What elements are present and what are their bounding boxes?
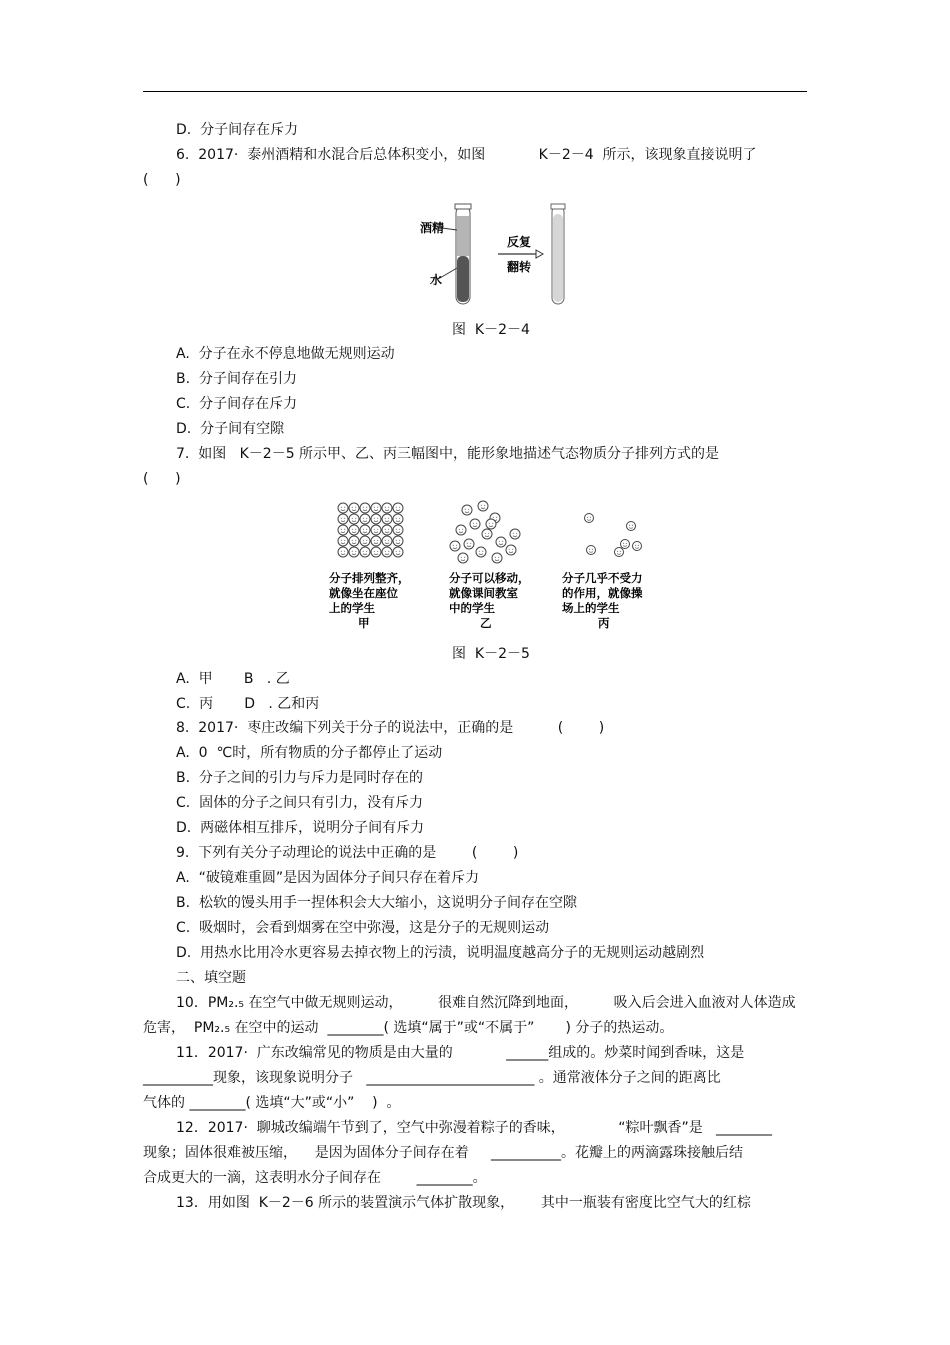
molecule-icon xyxy=(510,529,520,539)
yi-label: 乙 xyxy=(480,616,492,630)
options-q7-ab: A. 甲 B . 乙 xyxy=(176,671,290,687)
molecule-icon xyxy=(371,503,381,513)
question-8-stem: 8. 2017· 枣庄改编下列关于分子的说法中，正确的是 ( ) xyxy=(176,720,605,736)
molecule-icon xyxy=(621,540,630,549)
molecule-icon xyxy=(462,505,472,515)
molecule-icon xyxy=(371,536,381,546)
molecule-icon xyxy=(338,547,348,557)
molecule-icon xyxy=(382,503,392,513)
option-q8-a: A. 0 ℃时，所有物质的分子都停止了运动 xyxy=(176,745,443,761)
option-q6-a: A. 分子在永不停息地做无规则运动 xyxy=(176,346,395,362)
option-q8-b: B. 分子之间的引力与斥力是同时存在的 xyxy=(176,770,423,786)
figure-k-2-5 xyxy=(325,498,665,638)
bing-text-3: 场上的学生 xyxy=(562,601,620,615)
bing-text-1: 分子几乎不受力 xyxy=(562,571,643,585)
jia-text-1: 分子排列整齐， xyxy=(329,571,410,585)
molecules-liquid-arrangement xyxy=(450,501,520,563)
molecule-icon xyxy=(382,536,392,546)
question-11-line-3: 气体的 ________( 选填“大”或“小” ) 。 xyxy=(143,1095,401,1111)
molecule-icon xyxy=(496,537,506,547)
label-water: 水 xyxy=(430,273,443,287)
molecule-icon xyxy=(338,514,348,524)
molecule-icon xyxy=(349,547,359,557)
molecule-icon xyxy=(338,503,348,513)
molecule-icon xyxy=(371,525,381,535)
figure-k-2-4 xyxy=(412,200,582,308)
molecule-icon xyxy=(371,514,381,524)
molecule-icon xyxy=(450,541,460,551)
molecule-icon xyxy=(349,503,359,513)
molecule-icon xyxy=(360,503,370,513)
molecule-icon xyxy=(587,546,596,555)
molecule-icon xyxy=(633,542,642,551)
molecule-icon xyxy=(456,525,466,535)
question-11-line-1: 11．2017· 广东改编常见的物质是由大量的 ______组成的。炒菜时闻到香味，这是 xyxy=(176,1045,745,1061)
yi-text-3: 中的学生 xyxy=(449,601,495,615)
molecules-gas-arrangement xyxy=(585,514,642,557)
molecule-icon xyxy=(382,514,392,524)
option-q9-d: D. 用热水比用冷水更容易去掉衣物上的污渍，说明温度越高分子的无规则运动越剧烈 xyxy=(176,945,705,961)
molecule-icon xyxy=(585,514,594,523)
question-12-line-3: 合成更大的一滴，这表明水分子间存在 ________。 xyxy=(143,1170,487,1186)
option-q8-c: C. 固体的分子之间只有引力，没有斥力 xyxy=(176,795,424,811)
question-11-line-2: __________现象，该现象说明分子 ________________________ 。通常液体分子之间的距离比 xyxy=(143,1070,721,1086)
molecule-icon xyxy=(382,525,392,535)
arrow-label-bottom: 翻转 xyxy=(507,260,532,274)
molecule-icon xyxy=(393,536,403,546)
molecule-icon xyxy=(371,547,381,557)
option-q8-d: D. 两磁体相互排斥，说明分子间有斥力 xyxy=(176,820,425,836)
question-12-line-2: 现象；固体很难被压缩， 是因为固体分子间存在着 __________。花瓣上的两滴露珠接触后结 xyxy=(143,1145,744,1161)
figure-k-2-5-caption: 图 K－2－5 xyxy=(452,646,530,662)
question-13-line-1: 13．用如图 K－2－6 所示的装置演示气体扩散现象， 其中一瓶装有密度比空气大的红棕 xyxy=(176,1195,751,1211)
question-6-answer-blank: ( ) xyxy=(143,172,181,188)
molecule-icon xyxy=(360,547,370,557)
option-q9-b: B. 松软的馒头用手一捏体积会大大缩小，这说明分子间存在空隙 xyxy=(176,895,577,911)
question-12-line-1: 12．2017· 聊城改编端午节到了，空气中弥漫着粽子的香味， “粽叶飘香”是 ________ xyxy=(176,1120,773,1136)
molecule-icon xyxy=(360,525,370,535)
question-7-answer-blank: ( ) xyxy=(143,471,181,487)
molecule-icon xyxy=(464,539,474,549)
molecule-icon xyxy=(349,525,359,535)
yi-text-1: 分子可以移动， xyxy=(449,571,530,585)
molecules-solid-arrangement xyxy=(338,503,403,557)
molecule-icon xyxy=(627,522,636,531)
molecule-icon xyxy=(492,553,502,563)
option-q6-b: B. 分子间存在引力 xyxy=(176,371,297,387)
bing-label: 丙 xyxy=(598,616,610,630)
option-q5-d: D. 分子间存在斥力 xyxy=(176,122,299,138)
molecule-icon xyxy=(506,545,516,555)
molecule-icon xyxy=(458,553,468,563)
jia-text-3: 上的学生 xyxy=(329,601,375,615)
molecule-icon xyxy=(393,525,403,535)
molecule-icon xyxy=(360,514,370,524)
question-9-stem: 9. 下列有关分子动理论的说法中正确的是 ( ) xyxy=(176,845,519,861)
molecule-icon xyxy=(615,548,624,557)
molecule-icon xyxy=(360,536,370,546)
molecule-icon xyxy=(349,514,359,524)
bing-text-2: 的作用，就像操 xyxy=(562,586,643,600)
molecule-icon xyxy=(338,525,348,535)
header-rule xyxy=(143,91,807,92)
molecule-icon xyxy=(382,547,392,557)
molecule-icon xyxy=(393,503,403,513)
question-10-line-2: 危害， PM₂.₅ 在空中的运动 ________( 选填“属于”或“不属于” ) 分子的热运动。 xyxy=(143,1020,674,1036)
molecule-icon xyxy=(393,514,403,524)
molecule-icon xyxy=(349,536,359,546)
molecule-icon xyxy=(482,529,492,539)
molecule-icon xyxy=(478,501,488,511)
section-fill-in-heading: 二、填空题 xyxy=(176,970,246,986)
options-q7-cd: C. 丙 D . 乙和丙 xyxy=(176,696,320,712)
option-q9-a: A. “破镜难重圆”是因为固体分子间只存在着斥力 xyxy=(176,870,480,886)
option-q6-d: D. 分子间有空隙 xyxy=(176,421,285,437)
option-q9-c: C. 吸烟时，会看到烟雾在空中弥漫，这是分子的无规则运动 xyxy=(176,920,550,936)
arrow-label-top: 反复 xyxy=(507,235,532,249)
molecule-icon xyxy=(338,536,348,546)
molecule-icon xyxy=(476,547,486,557)
option-q6-c: C. 分子间存在斥力 xyxy=(176,396,298,412)
jia-label: 甲 xyxy=(358,616,370,630)
question-7-stem: 7. 如图 K－2－5 所示甲、乙、丙三幅图中，能形象地描述气态物质分子排列方式的是 xyxy=(176,446,720,462)
molecule-icon xyxy=(486,519,496,529)
question-6-stem: 6. 2017· 泰州酒精和水混合后总体积变小，如图 K－2－4 所示，该现象直接说明了 xyxy=(176,147,757,163)
molecule-icon xyxy=(393,547,403,557)
jia-text-2: 就像坐在座位 xyxy=(329,586,398,600)
yi-text-2: 就像课间教室 xyxy=(449,586,518,600)
figure-k-2-4-caption: 图 K－2－4 xyxy=(452,322,530,338)
label-alcohol: 酒精 xyxy=(420,221,445,235)
molecule-icon xyxy=(470,519,480,529)
question-10-line-1: 10．PM₂.₅ 在空气中做无规则运动， 很难自然沉降到地面， 吸入后会进入血液对人体造成 xyxy=(176,995,796,1011)
